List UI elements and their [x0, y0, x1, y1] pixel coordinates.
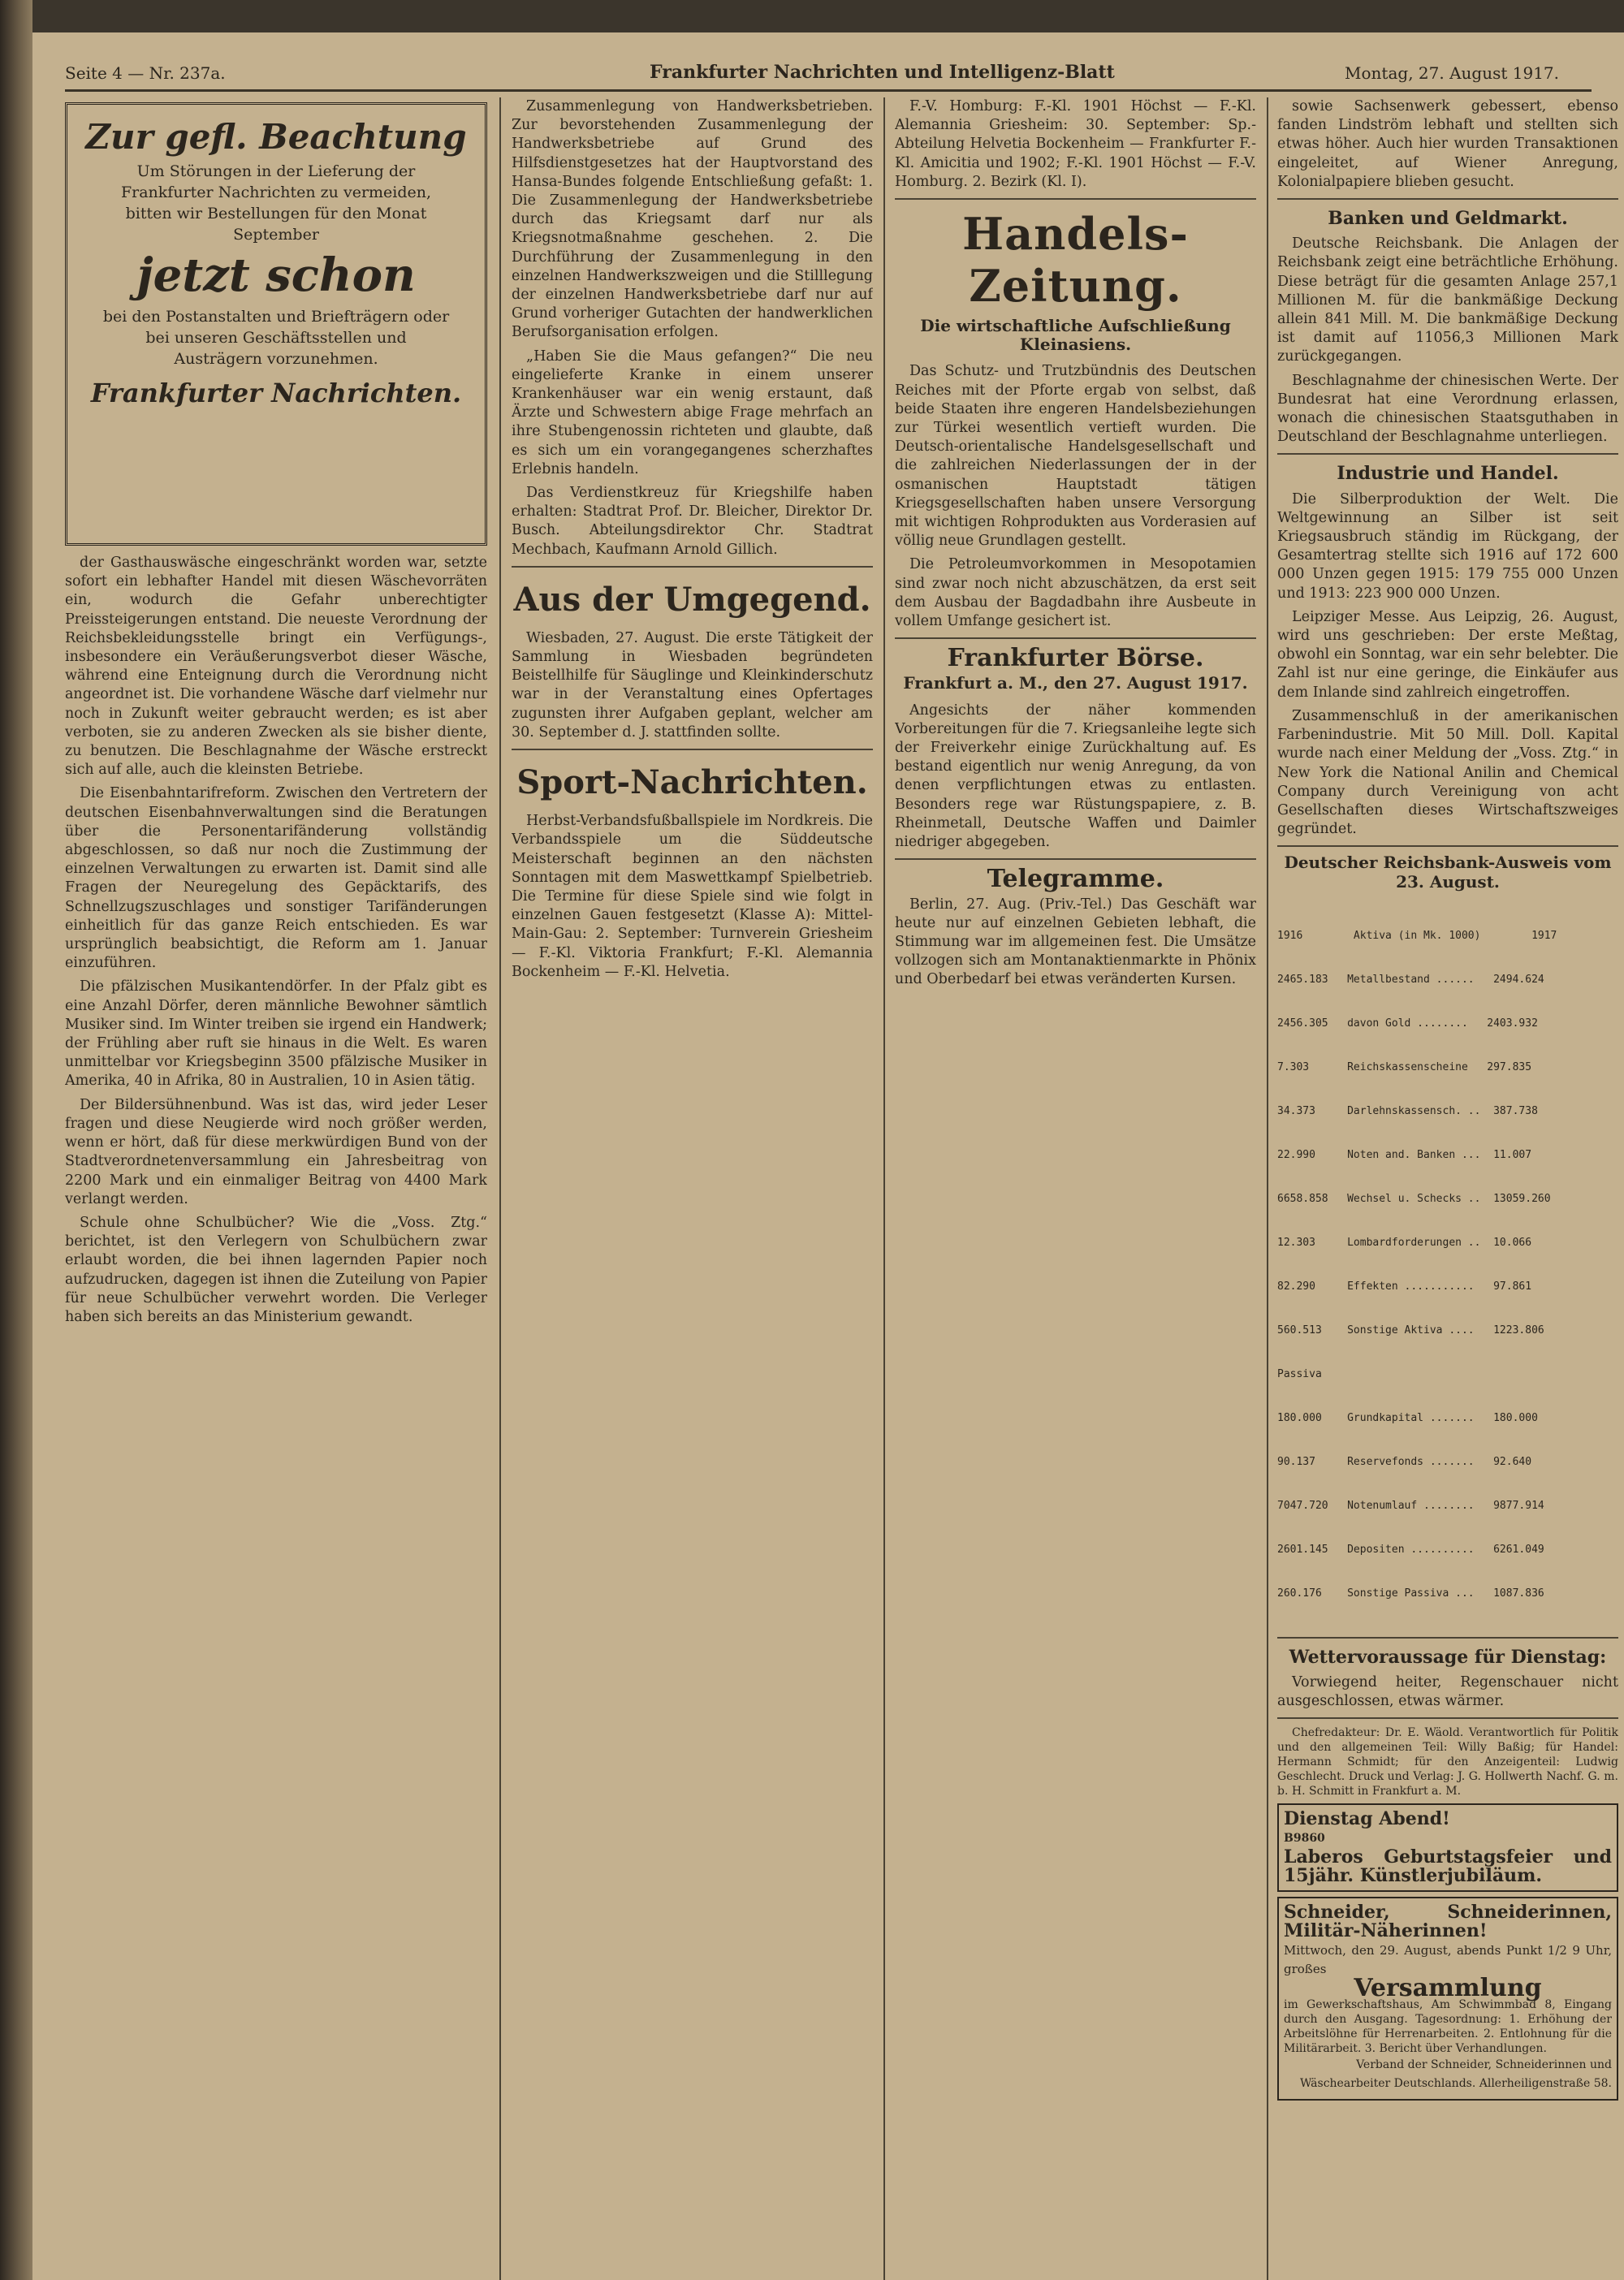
article-paragraph: Der Bildersühnenbund. Was ist das, wird jeder Leser fragen und diese Neugierde wird noch größer werden, wenn er hört, daß für diese merkwürdigen Bund von der Stadtverordnetenversammlung ein Jahresbeitrag von 2200 Mark und ein einmaliger Beitrag von 4400 Mark verlangt werden. — [65, 1096, 487, 1207]
section-title-umgegend: Aus der Umgegend. — [513, 580, 871, 619]
column-rule — [883, 97, 885, 2280]
article-paragraph: Das Schutz- und Trutzbündnis des Deutschen Reiches mit der Pforte ergab von selbst, daß beide Staaten ihre engeren Handelsbeziehungen zur Türkei wesentlich vertieft wurden. Die Deutsch-orientalische Handelsgesellschaft und die zahlreichen Niederlassungen der in der osmanischen Hauptstadt tätigen Kriegsgesellschaften haben unsere Versorgung mit wichtigen Rohprodukten aus Vorderasien auf völlig neue Grundlagen gestellt. — [895, 363, 1256, 550]
reichsbank-table — [1277, 900, 1618, 1630]
subscription-notice-box — [65, 102, 487, 546]
table-row: 12.303 Lombardforderungen .. 10.066 — [1277, 1236, 1532, 1249]
section-divider — [1277, 453, 1618, 455]
section-title-sport: Sport-Nachrichten. — [516, 763, 868, 802]
page-number: Seite 4 — Nr. 237a. — [65, 63, 226, 83]
article-paragraph: Zusammenlegung von Handwerksbetrieben. Zur bevorstehenden Zusammenlegung der Handwerksbetriebe auf Grund des Hilfsdienstgesetzes hat der Hauptvorstand des Hansa-Bundes folgende Entschließung gefaßt: 1. Die Zusammenlegung der Handwerksbetriebe durch das Kriegsamt darf nur als Kriegsnotmaßnahme geschehen. 2. Die Durchführung der Zusammenlegung in den einzelnen Handwerkszweigen und die Stilllegung der einzelnen Handwerksbetriebe darf nur auf Grund vorheriger Gutachten der handwerklichen Berufsorganisation erfolgen. — [512, 98, 873, 341]
article-headline: Die wirtschaftliche Aufschließung Kleinasiens. — [920, 316, 1231, 355]
article-paragraph: Die Silberproduktion der Welt. Die Weltgewinnung an Silber ist seit Kriegsausbruch ständig im Rückgang, der Gesamtertrag stellte sich 1916 auf 172 600 000 Unzen gegen 1915: 179 755 000 Unzen und 1913: 223 900 000 Unzen. — [1277, 490, 1618, 602]
section-divider — [895, 637, 1256, 639]
column-2 — [512, 97, 873, 2280]
section-divider — [1277, 198, 1618, 200]
article-paragraph: Die pfälzischen Musikantendörfer. In der Pfalz gibt es eine Anzahl Dörfer, deren männliche Bewohner sämtlich Musiker sind. Im Winter treiben sie irgend ein Handwerk; der Frühling aber ruft sie hinaus in die Welt. Es waren unmittelbar vor Kriegsbeginn 3500 pfälzische Musiker in Amerika, 40 in Afrika, 80 in Australien, 10 in Asien tätig. — [65, 978, 487, 1090]
ad-text: Mittwoch, den 29. August, abends Punkt 1/2 9 Uhr, großes — [1284, 1942, 1612, 1976]
column-rule — [1267, 97, 1268, 2280]
table-row: 2465.183 Metallbestand ...... 2494.624 — [1277, 973, 1544, 986]
column-3 — [895, 97, 1256, 2280]
article-paragraph: Angesichts der näher kommenden Vorbereitungen für die 7. Kriegsanleihe legte sich der Freiverkehr einige Zurückhaltung auf. Es bestand eigentlich nur wenig Anregung, da von denen verpflichtungen etwas zu entlasten. Besonders rege war Rüstungspapiere, z. B. Rheinmetall, Deutsche Waffen und Daimler niedriger abgegeben. — [895, 702, 1256, 851]
advertisement-schneider — [1277, 1897, 1618, 2100]
table-row: 2601.145 Depositen .......... 6261.049 — [1277, 1543, 1544, 1556]
ad-label: Dienstag Abend! — [1284, 1808, 1450, 1830]
table-row: 34.373 Darlehnskassensch. .. 387.738 — [1277, 1104, 1538, 1117]
issue-date: Montag, 27. August 1917. — [1345, 63, 1559, 83]
article-paragraph: Leipziger Messe. Aus Leipzig, 26. August, wird uns geschrieben: Der erste Meßtag, obwohl ein Sonntag, war ein sehr belebter. Die Zahl ist nur eine geringe, die Einkäufer aus dem Inlande sind zahlreich eingetroffen. — [1277, 608, 1618, 701]
notice-body-2: bei den Postanstalten und Briefträgern oder bei unseren Geschäftsstellen und Austrägern vorzunehmen. — [102, 308, 450, 369]
article-paragraph: Die Petroleumvorkommen in Mesopotamien sind zwar noch nicht abzuschätzen, da erst seit dem Ausbau der Bagdadbahn ihre Ausbeute in vollem Umfange gesichert ist. — [895, 556, 1256, 630]
article-paragraph: Schule ohne Schulbücher? Wie die „Voss. Ztg.“ berichtet, ist den Verlegern von Schulbüchern zwar erlaubt worden, die bei ihnen lagernden Papier noch aufzudrucken, dagegen ist ihnen die Zuteilung von Papier für neue Schulbücher verwehrt worden. Die Verleger haben sich bereits an das Ministerium gewandt. — [65, 1214, 487, 1325]
notice-title: Zur gefl. Beachtung — [85, 117, 467, 157]
article-paragraph: Das Verdienstkreuz für Kriegshilfe haben erhalten: Stadtrat Prof. Dr. Bleicher, Direktor Dr. Busch. Abteilungsdirektor Chr. Stadtrat Mechbach, Kaufmann Arnold Gillich. — [512, 485, 873, 558]
table-header: 1916 Aktiva (in Mk. 1000) 1917 — [1277, 929, 1557, 942]
article-paragraph: Wiesbaden, 27. August. Die erste Tätigkeit der Sammlung in Wiesbaden begründeten Beistellhilfe für Säuglinge und Kleinkinderschutz war in der Veranstaltung eines Opfertages zugunsten ihrer Aufgaben geplant, welcher am 30. September d. J. stattfinden sollte. — [512, 629, 873, 741]
table-row: 22.990 Noten and. Banken ... 11.007 — [1277, 1148, 1532, 1161]
weather-forecast: Vorwiegend heiter, Regenschauer nicht ausgeschlossen, etwas wärmer. — [1277, 1673, 1618, 1710]
section-divider — [1277, 1717, 1618, 1719]
table-row: 6658.858 Wechsel u. Schecks .. 13059.260 — [1277, 1192, 1551, 1205]
ad-text: Laberos Geburtstagsfeier und 15jähr. Künstlerjubiläum. — [1284, 1846, 1612, 1886]
table-row: 2456.305 davon Gold ........ 2403.932 — [1277, 1017, 1538, 1030]
column-1 — [65, 97, 487, 2280]
section-divider — [1277, 845, 1618, 847]
section-divider — [1277, 1637, 1618, 1639]
advertisement-laberos — [1277, 1803, 1618, 1892]
section-title-handelszeitung: Handels-Zeitung. — [962, 208, 1189, 313]
notice-emphasis: jetzt schon — [136, 248, 416, 303]
section-divider — [895, 198, 1256, 200]
table-row: 180.000 Grundkapital ....... 180.000 — [1277, 1411, 1538, 1424]
table-row: 260.176 Sonstige Passiva ... 1087.836 — [1277, 1587, 1544, 1600]
article-paragraph: sowie Sachsenwerk gebessert, ebenso fanden Lindström lebhaft und stellten sich etwas höher. Auch hier wurden Transaktionen eingeleitet, auf Wiener Anregung, Kolonialpapiere blieben gesucht. — [1277, 98, 1618, 190]
article-paragraph: Die Eisenbahntarifreform. Zwischen den Vertretern der deutschen Eisenbahnverwaltungen sind die Beratungen über die Personentarifänderung vollständig abgeschlossen, so daß nur noch die Zustimmung der einzelnen Verwaltungen zu erwarten ist. Damit sind alle Fragen der Neuregelung des Gepäcktarifs, des Schnellzugszuschlages und sonstiger Tarifänderungen einheitlich für das ganze Reich entschieden. Es war ursprünglich beabsichtigt, die Reform am 1. Januar einzuführen. — [65, 785, 487, 972]
section-title-industrie: Industrie und Handel. — [1337, 463, 1559, 485]
notice-signature: Frankfurter Nachrichten. — [90, 378, 462, 409]
article-paragraph: „Haben Sie die Maus gefangen?“ Die neu eingelieferte Kranke in einem unserer Krankenhäuser war ein wenig erstaunt, daß Ärzte und Schwestern abige Frage mehrfach an ihre Stubengenossin richteten und glaubte, daß es sich um ein vorangegangenes scherzhaftes Erlebnis handeln. — [512, 348, 873, 477]
column-4 — [1277, 97, 1618, 2280]
article-paragraph: Herbst-Verbandsfußballspiele im Nordkreis. Die Verbandsspiele um die Süddeutsche Meisterschaft beginnen an den nächsten Sonntagen mit dem Maswettkampf Spielbetrieb. Die Termine für diese Spiele sind wie folgt in einzelnen Gauen festgesetzt (Klasse A): Mittel-Main-Gau: 2. September: Turnverein Griesheim — F.-Kl. Viktoria Frankfurt; F.-Kl. Alemannia Bockenheim — F.-Kl. Helvetia. — [512, 813, 873, 980]
ad-title: Schneider, Schneiderinnen, Militär-Näherinnen! — [1284, 1902, 1612, 1942]
table-subheader: Passiva — [1277, 1367, 1322, 1380]
section-title-telegramme: Telegramme. — [987, 865, 1164, 894]
ad-headline: Versammlung — [1354, 1973, 1542, 2002]
reichsbank-table-title: Deutscher Reichsbank-Ausweis vom 23. August. — [1284, 853, 1612, 892]
imprint: Chefredakteur: Dr. E. Wäold. Verantwortlich für Politik und den allgemeinen Teil: Willy Baßig; für Handel: Hermann Schmidt; für den Anzeigenteil: Ludwig Geschlecht. Druck und Verlag: J. G. Hollwerth Nachf. G. m. b. H. Schmitt in Frankfurt a. M. — [1277, 1726, 1618, 1799]
newspaper-name: Frankfurter Nachrichten und Intelligenz-Blatt — [650, 62, 1115, 83]
section-divider — [512, 749, 873, 750]
ad-code: B9860 — [1284, 1831, 1325, 1845]
table-row: 7.303 Reichskassenscheine 297.835 — [1277, 1060, 1532, 1073]
article-paragraph: Beschlagnahme der chinesischen Werte. Der Bundesrat hat eine Verordnung erlassen, wonach die chinesischen Staatsguthaben in Deutschland der Beschlagnahme unterliegen. — [1277, 372, 1618, 446]
column-rule — [499, 97, 501, 2280]
article-paragraph: der Gasthauswäsche eingeschränkt worden war, setzte sofort ein lebhafter Handel mit diesen Wäschevorräten ein, wodurch die Gefahr unberechtigter Preissteigerungen entstand. Die neueste Verordnung der Reichsbekleidungsstelle bringt ein Verfügungs-, insbesondere ein Veräußerungsverbot dieser Wäsche, während eine Enteignung durch die Verordnung nicht angeordnet ist. Die vorhandene Wäsche darf vielmehr nur noch in Zukunft weiter gebraucht werden; es ist aber verboten, sie zu anderen Zwecken als sie bisher diente, zu benutzen. Die Beschlagnahme der Wäsche erstreckt sich auf alle, auch die kleinsten Betriebe. — [65, 555, 487, 779]
ad-signature: Verband der Schneider, Schneiderinnen und Wäschearbeiter Deutschlands. Allerheiligenstraße 58. — [1300, 2058, 1612, 2091]
section-divider — [512, 566, 873, 568]
article-paragraph: F.-V. Homburg: F.-Kl. 1901 Höchst — F.-Kl. Alemannia Griesheim: 30. September: Sp.-Abteilung Helvetia Bockenheim — Frankfurter F.-Kl. Amicitia und 1902; F.-Kl. 1901 Höchst — F.-V. Homburg. 2. Bezirk (Kl. I). — [895, 98, 1256, 190]
table-row: 82.290 Effekten ........... 97.861 — [1277, 1280, 1532, 1293]
notice-body: Um Störungen in der Lieferung der Frankfurter Nachrichten zu vermeiden, bitten wir Bestellungen für den Monat September — [120, 162, 432, 244]
page-header — [65, 57, 1592, 92]
table-row: 560.513 Sonstige Aktiva .... 1223.806 — [1277, 1324, 1544, 1336]
article-paragraph: Deutsche Reichsbank. Die Anlagen der Reichsbank zeigt eine beträchtliche Erhöhung. Diese beträgt für die gesamten Anlage 257,1 Millionen M. für die bankmäßige Deckung allein 841 Mill. M. Die bankmäßige Deckung ist damit auf 11056,3 Millionen Mark zurückgegangen. — [1277, 235, 1618, 365]
section-title-boerse: Frankfurter Börse. — [947, 644, 1204, 673]
table-row: 90.137 Reservefonds ....... 92.640 — [1277, 1455, 1532, 1468]
table-row: 7047.720 Notenumlauf ........ 9877.914 — [1277, 1499, 1544, 1512]
weather-title: Wettervoraussage für Dienstag: — [1289, 1646, 1607, 1668]
section-title-banken: Banken und Geldmarkt. — [1328, 208, 1568, 230]
section-divider — [895, 858, 1256, 860]
newspaper-page — [32, 32, 1624, 2280]
article-paragraph: Berlin, 27. Aug. (Priv.-Tel.) Das Geschäft war heute nur auf einzelnen Gebieten lebhaft, die Stimmung war im allgemeinen fest. Die Umsätze vollzogen sich am Montanaktienmarkte in Phönix und Oberbedarf bei etwas veränderten Kursen. — [895, 896, 1256, 988]
article-paragraph: Zusammenschluß in der amerikanischen Farbenindustrie. Mit 50 Mill. Doll. Kapital wurde nach einer Meldung der „Voss. Ztg.“ in New York die National Anilin and Chemical Company durch Vereinigung von acht Gesellschaften dieses Wirtschaftszweiges gegründet. — [1277, 707, 1618, 838]
boerse-dateline: Frankfurt a. M., den 27. August 1917. — [903, 673, 1248, 693]
ad-body: im Gewerkschaftshaus, Am Schwimmbad 8, Eingang durch den Ausgang. Tagesordnung: 1. Erhöhung der Arbeitslöhne für Herrenarbeiten. 2. Entlohnung für die Militärarbeit. 3. Bericht über Verhandlungen. — [1284, 1998, 1612, 2056]
page-binding-edge — [0, 0, 32, 2280]
